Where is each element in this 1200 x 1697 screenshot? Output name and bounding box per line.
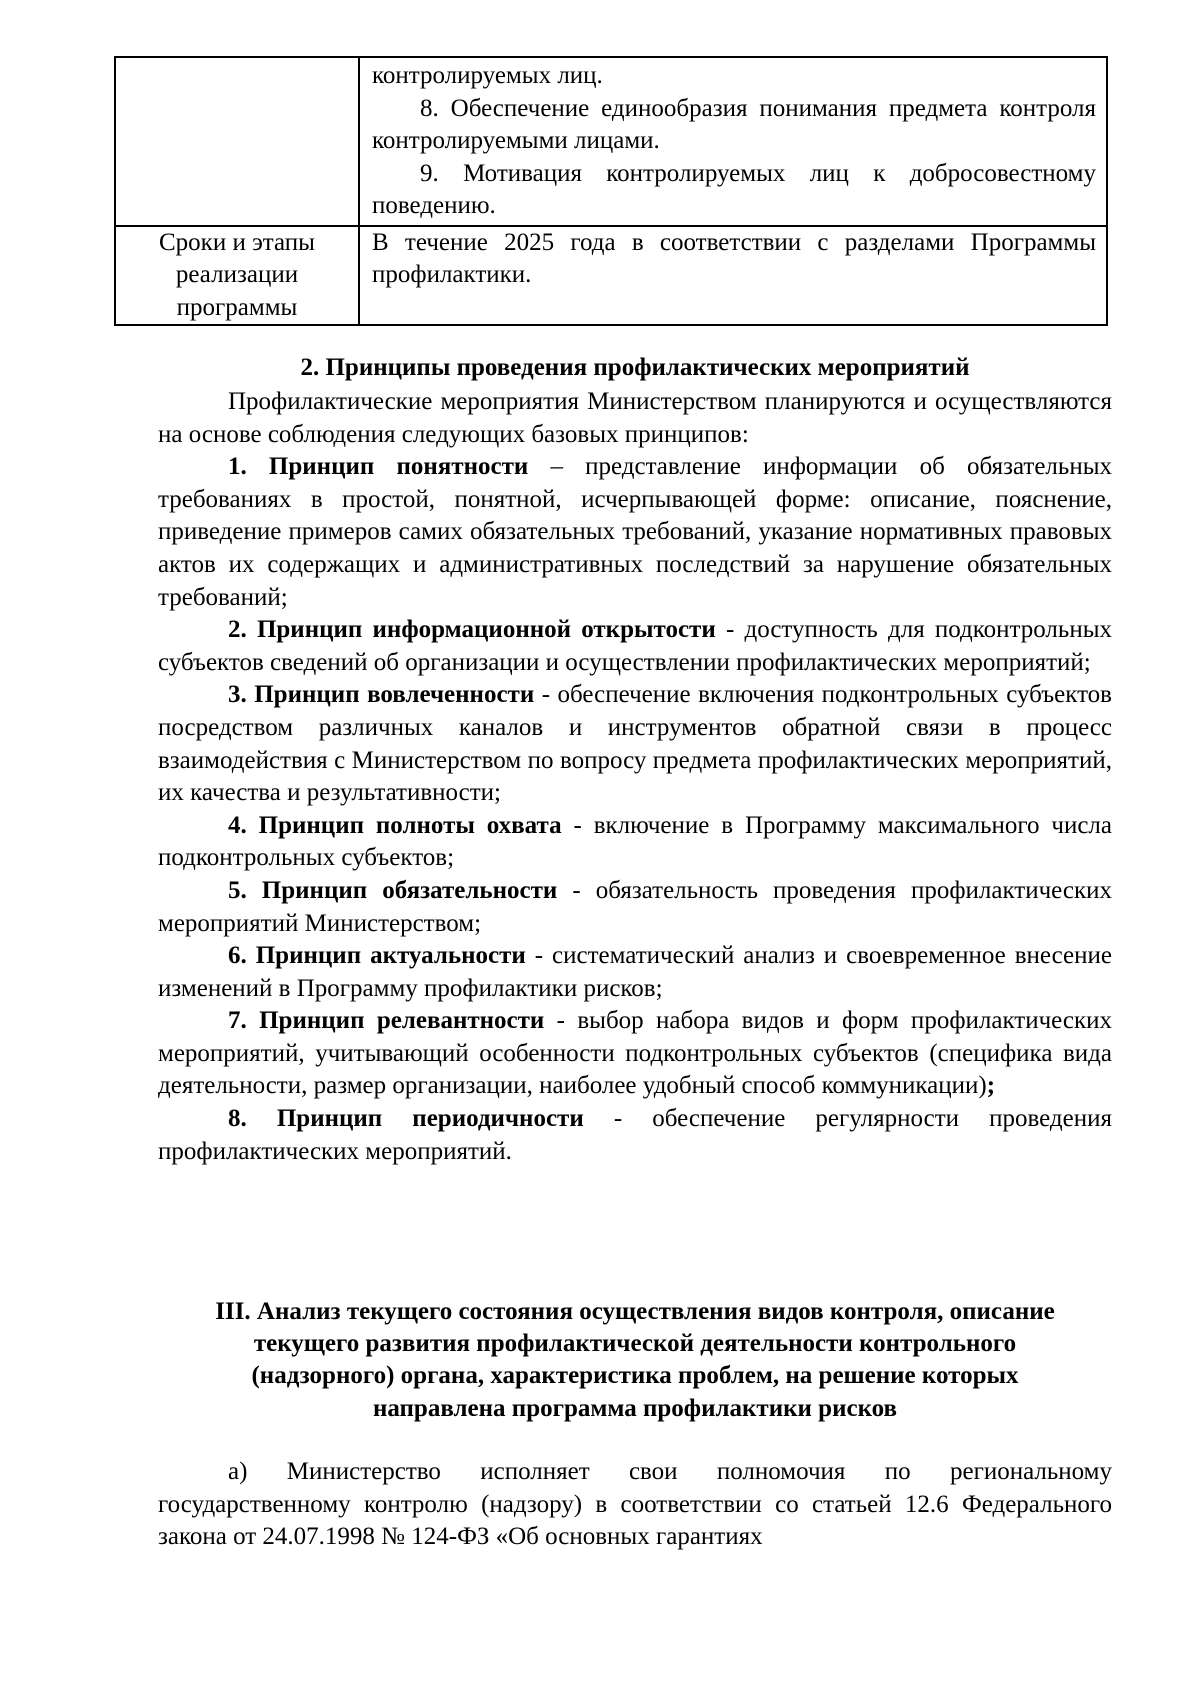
principle-description: - включение в Программу максимального числа подконтрольных субъектов; xyxy=(158,811,1112,872)
table-cell-goals xyxy=(359,57,1107,226)
principle-title: 2. xyxy=(228,616,247,644)
principle-name: Принцип понятности xyxy=(268,453,529,481)
principle-description: - доступность для подконтрольных субъектов сведений об организации и осуществлении профилактических мероприятий; xyxy=(158,616,1112,676)
section-3-heading-line: (надзорного) органа, характеристика проблем, на решение которых xyxy=(251,1362,1019,1390)
principle-item xyxy=(158,875,1112,940)
section-3-heading xyxy=(158,1296,1112,1425)
principles-list xyxy=(158,451,1112,1168)
table-row xyxy=(115,226,1107,326)
section-2-body xyxy=(158,386,1112,1168)
principle-description: - обеспечение регулярности проведения профилактических мероприятий. xyxy=(158,1105,1112,1165)
principle-description: - обеспечение включения подконтрольных субъектов посредством различных каналов и инструментов обратной связи в процесс взаимодействия с Министерством по вопросу предмета профилактических мероприятий, их качества и результативности; xyxy=(158,681,1112,807)
principle-description: - выбор набора видов и форм профилактических мероприятий, учитывающий особенности подконтрольных субъектов (специфика вида деятельности, размер организации, наиболее удобный способ коммуникации) xyxy=(158,1007,1112,1100)
principle-item xyxy=(158,1103,1112,1168)
cell-item-8: 8. Обеспечение единообразия понимания предмета контроля контролируемыми лицами. xyxy=(372,94,1096,154)
table-cell-empty xyxy=(115,57,359,226)
principle-name: Принцип полноты охвата xyxy=(258,811,562,839)
section-2-heading: 2. Принципы проведения профилактических мероприятий xyxy=(300,354,970,381)
principle-name: Принцип вовлеченности xyxy=(254,681,535,709)
section-3-heading-line: направлена программа профилактики рисков xyxy=(372,1394,898,1422)
principle-title: 1. xyxy=(228,453,247,481)
principle-name: Принцип обязательности xyxy=(261,876,558,904)
principle-title: 8. xyxy=(228,1105,247,1133)
section-3-heading-line: текущего развития профилактической деятельности контрольного xyxy=(253,1330,1017,1358)
table-cell-value: В течение 2025 года в соответствии с разделами Программы профилактики. xyxy=(359,226,1107,326)
section-3-heading-line: III. Анализ текущего состояния осуществления видов контроля, описание xyxy=(215,1298,1055,1325)
cell-line: контролируемых лиц. xyxy=(372,62,603,89)
principle-name: Принцип актуальности xyxy=(255,942,526,970)
section-3-body xyxy=(158,1456,1112,1554)
principle-item xyxy=(158,1005,1112,1103)
section-2-intro: Профилактические мероприятия Министерством планируются и осуществляются на основе соблюдения следующих базовых принципов: xyxy=(158,388,1112,448)
principle-name: Принцип периодичности xyxy=(276,1105,584,1133)
principle-title: 4. xyxy=(228,811,247,839)
principle-item xyxy=(158,614,1112,679)
table-cell-label: Сроки и этапы реализации программы xyxy=(115,226,359,326)
program-passport-table xyxy=(114,56,1108,326)
principle-name: Принцип релевантности xyxy=(259,1007,545,1035)
principle-item xyxy=(158,940,1112,1005)
principle-item xyxy=(158,451,1112,614)
principle-item xyxy=(158,810,1112,875)
cell-item-9: 9. Мотивация контролируемых лиц к добросовестному поведению. xyxy=(372,159,1096,219)
table-row xyxy=(115,57,1107,226)
principle-description: - систематический анализ и своевременное внесение изменений в Программу профилактики рисков; xyxy=(158,942,1112,1002)
principle-tail: ; xyxy=(986,1072,996,1100)
section-3-para-a: а) Министерство исполняет свои полномочия по региональному государственному контролю (надзору) в соответствии со статьей 12.6 Федерального закона от 24.07.1998 № 124-ФЗ «Об основных гарантиях xyxy=(158,1458,1112,1551)
principle-title: 7. xyxy=(228,1007,247,1035)
principle-description: – представление информации об обязательных требованиях в простой, понятной, исчерпывающей форме: описание, пояснение, приведение примеров самих обязательных требований, указание нормативных правовых актов их содержащих и административных последствий за нарушение обязательных требований; xyxy=(158,453,1112,611)
principle-title: 5. xyxy=(228,876,247,904)
principle-title: 6. xyxy=(228,942,247,970)
principle-title: 3. xyxy=(228,681,247,709)
principle-description: - обязательность проведения профилактических мероприятий Министерством; xyxy=(158,876,1113,937)
principle-item xyxy=(158,679,1112,809)
principle-name: Принцип информационной открытости xyxy=(256,616,716,644)
